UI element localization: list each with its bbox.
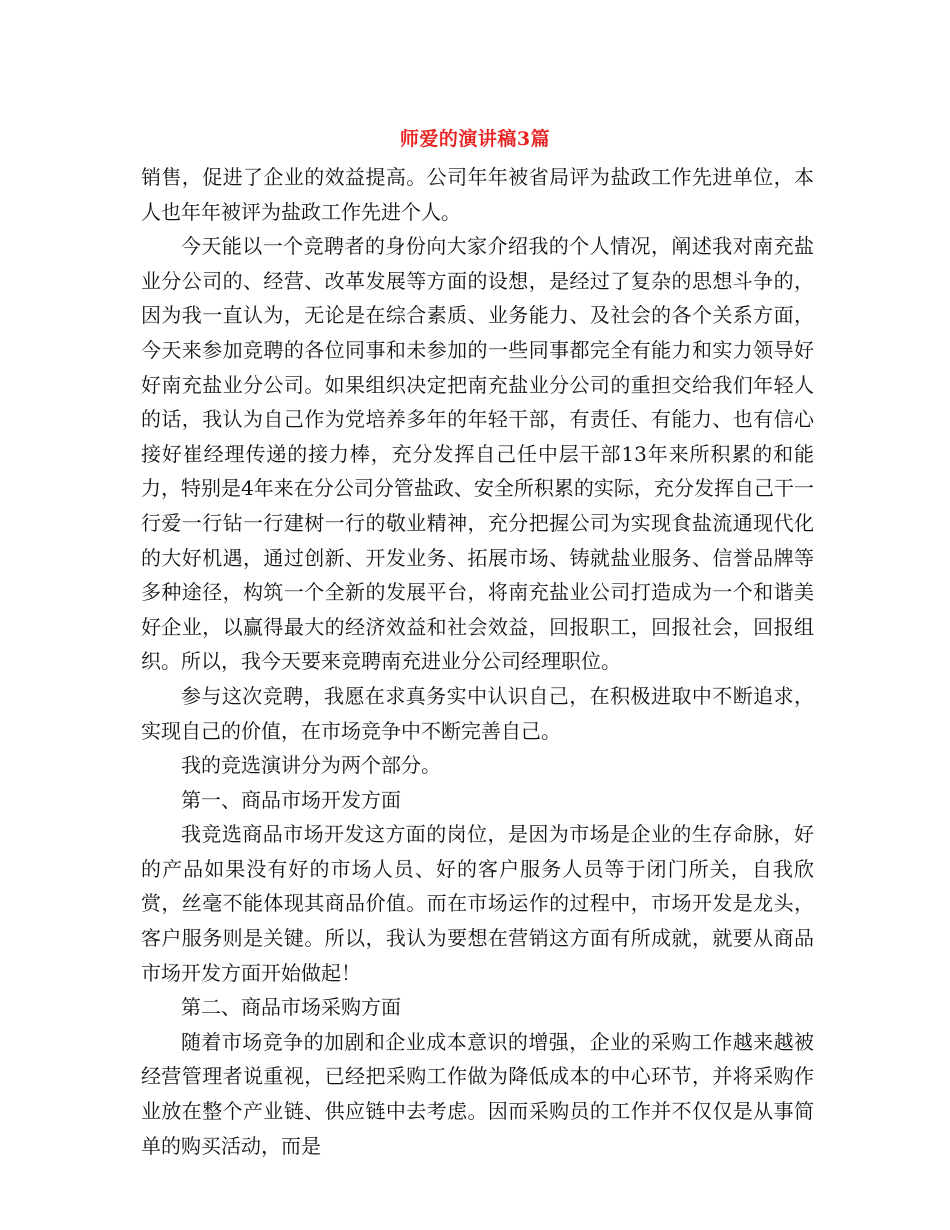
document-body <box>141 160 814 1163</box>
paragraph-4: 我的竞选演讲分为两个部分。 <box>181 753 441 778</box>
paragraph-5: 我竞选商品市场开发这方面的岗位，是因为市场是企业的生存命脉，好的产品如果没有好的市场人员、好的客户服务人员等于闭门所关，自我欣赏，丝毫不能体现其商品价值。而在市场运作的过程中，市场开发是龙头，客户服务则是关键。所以，我认为要想在营销这方面有所成就，就要从商品市场开发方面开始做起！ <box>141 822 814 985</box>
document-title: 师爱的演讲稿3篇 <box>399 128 551 150</box>
paragraph-3: 参与这次竞聘，我愿在求真务实中认识自己，在积极进取中不断追求，实现自己的价值，在市场竞争中不断完善自己。 <box>141 683 814 743</box>
paragraph-2: 今天能以一个竞聘者的身份向大家介绍我的个人情况，阐述我对南充盐业分公司的、经营、改革发展等方面的设想，是经过了复杂的思想斗争的，因为我一直认为，无论是在综合素质、业务能力、及社会的各个关系方面，今天来参加竞聘的各位同事和未参加的一些同事都完全有能力和实力领导好好南充盐业分公司。如果组织决定把南充盐业分公司的重担交给我们年轻人的话，我认为自己作为党培养多年的年轻干部，有责任、有能力、也有信心接好崔经理传递的接力棒，充分发挥自己任中层干部13年来所积累的和能力，特别是4年来在分公司分管盐政、安全所积累的实际，充分发挥自己干一行爱一行钻一行建树一行的敬业精神，充分把握公司为实现食盐流通现代化的大好机遇，通过创新、开发业务、拓展市场、铸就盐业服务、信誉品牌等多种途径，构筑一个全新的发展平台，将南充盐业公司打造成为一个和谐美好企业，以赢得最大的经济效益和社会效益，回报职工，回报社会，回报组织。所以，我今天要来竞聘南充进业分公司经理职位。 <box>141 234 814 674</box>
section-heading-1: 第一、商品市场开发方面 <box>181 787 401 812</box>
paragraph-6: 随着市场竞争的加剧和企业成本意识的增强，企业的采购工作越来越被经营管理者说重视，已经把采购工作做为降低成本的中心环节，并将采购作业放在整个产业链、供应链中去考虑。因而采购员的工作并不仅仅是从事简单的购买活动，而是 <box>141 1029 814 1158</box>
paragraph-1: 销售，促进了企业的效益提高。公司年年被省局评为盐政工作先进单位，本人也年年被评为盐政工作先进个人。 <box>141 165 814 224</box>
section-heading-2: 第二、商品市场采购方面 <box>181 995 401 1020</box>
